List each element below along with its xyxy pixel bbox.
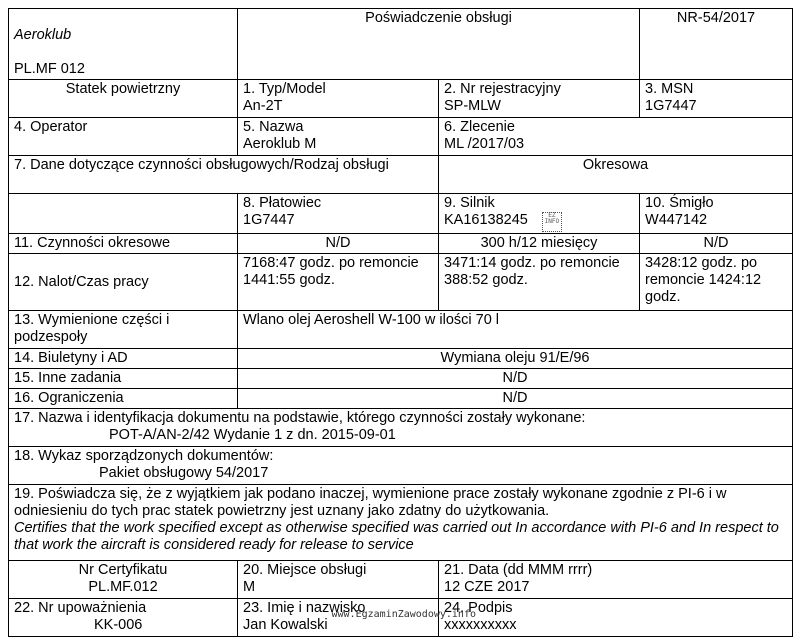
name-label: 5. Nazwa (243, 119, 304, 135)
place-label: 20. Miejsce obsługi (243, 562, 367, 578)
type-value: An-2T (243, 98, 283, 114)
empty-cell (9, 194, 238, 234)
signature-value: xxxxxxxxxx (444, 617, 517, 633)
org-name: Aeroklub (14, 27, 72, 43)
registration-label: 2. Nr rejestracyjny (444, 81, 561, 97)
type-cell (238, 80, 439, 118)
order-value: ML /2017/03 (444, 136, 525, 152)
parts-value: Wlano olej Aeroshell W-100 w ilości 70 l (238, 311, 793, 349)
airframe-cell (238, 194, 439, 234)
hours-airframe: 7168:47 godz. po remoncie 1441:55 godz. (238, 254, 439, 311)
person-label: 23. Imię i nazwisko (243, 600, 366, 616)
document-title: Poświadczenie obsługi (238, 9, 640, 80)
parts-label: 13. Wymienione części i podzespoły (9, 311, 238, 349)
date-value: 12 CZE 2017 (444, 579, 530, 595)
org-code: PL.MF 012 (14, 61, 85, 77)
documents-list-value: Pakiet obsługowy 54/2017 (99, 465, 269, 481)
maintenance-kind: Okresowa (439, 156, 793, 194)
authorization-value: KK-006 (94, 617, 143, 633)
aircraft-label: Statek powietrzny (9, 80, 238, 118)
airframe-label: 8. Płatowiec (243, 195, 322, 211)
order-label: 6. Zlecenie (444, 119, 515, 135)
operator-label: 4. Operator (9, 118, 238, 156)
person-value: Jan Kowalski (243, 617, 328, 633)
maintenance-label: 7. Dane dotyczące czynności obsługowych/Rodzaj obsługi (9, 156, 439, 194)
airframe-value: 1G7447 (243, 212, 295, 228)
authorization-label: 22. Nr upoważnienia (14, 600, 147, 616)
certification-cell (9, 485, 793, 561)
other-tasks-label: 15. Inne zadania (9, 369, 238, 389)
authorization-cell (9, 599, 238, 637)
registration-cell (439, 80, 640, 118)
date-cell (439, 561, 793, 599)
certificate-label: Nr Certyfikatu (78, 562, 168, 578)
type-label: 1. Typ/Model (243, 81, 326, 97)
org-cell (9, 9, 238, 80)
registration-value: SP-MLW (444, 98, 501, 114)
signature-label: 24. Podpis (444, 600, 513, 616)
place-cell (238, 561, 439, 599)
engine-cell (439, 194, 640, 234)
hours-engine: 3471:14 godz. po remoncie 388:52 godz. (439, 254, 640, 311)
propeller-value: W447142 (645, 212, 708, 228)
bulletins-value: Wymiana oleju 91/E/96 (238, 349, 793, 369)
basis-document-cell (9, 409, 793, 447)
periodic-label: 11. Czynności okresowe (9, 234, 238, 254)
periodic-propeller: N/D (640, 234, 793, 254)
propeller-cell (640, 194, 793, 234)
other-tasks-value: N/D (238, 369, 793, 389)
order-cell (439, 118, 793, 156)
documents-list-cell (9, 447, 793, 485)
limitations-label: 16. Ograniczenia (9, 389, 238, 409)
propeller-label: 10. Śmigło (645, 195, 714, 211)
watermark: www.EgzaminZawodowy.info (331, 609, 476, 620)
basis-document-label: 17. Nazwa i identyfikacja dokumentu na podstawie, którego czynności zostały wykonane: (14, 410, 586, 426)
date-label: 21. Data (dd MMM rrrr) (444, 562, 593, 578)
limitations-value: N/D (238, 389, 793, 409)
name-cell (238, 118, 439, 156)
name-value: Aeroklub M (243, 136, 317, 152)
basis-document-value: POT-A/AN-2/42 Wydanie 1 z dn. 2015-09-01 (109, 427, 396, 443)
periodic-airframe: N/D (238, 234, 439, 254)
certificate-form (8, 8, 793, 637)
place-value: M (243, 579, 256, 595)
stamp-icon: EZ INFO (542, 212, 562, 232)
signature-cell (439, 599, 793, 637)
msn-value: 1G7447 (645, 98, 697, 114)
documents-list-label: 18. Wykaz sporządzonych dokumentów: (14, 448, 274, 464)
hours-propeller: 3428:12 godz. po remoncie 1424:12 godz. (640, 254, 793, 311)
engine-value: KA16138245 (444, 212, 528, 228)
certification-text-pl: 19. Poświadcza się, że z wyjątkiem jak podano inaczej, wymienione prace zostały wykonane zgodnie z PI-6 i w odniesieniu do tych prac statek powietrzny jest uznany jako zdatny do użytkowania. (14, 486, 727, 519)
engine-label: 9. Silnik (444, 195, 495, 211)
bulletins-label: 14. Biuletyny i AD (9, 349, 238, 369)
msn-cell (640, 80, 793, 118)
hours-label: 12. Nalot/Czas pracy (9, 254, 238, 311)
document-number: NR-54/2017 (640, 9, 793, 80)
msn-label: 3. MSN (645, 81, 694, 97)
certificate-value: PL.MF.012 (88, 579, 158, 595)
certification-text-en: Certifies that the work specified except as otherwise specified was carried out In accordance with PI-6 and In respect to that work the aircraft is considered ready for release to service (14, 520, 779, 553)
certificate-cell (9, 561, 238, 599)
periodic-engine: 300 h/12 miesięcy (439, 234, 640, 254)
